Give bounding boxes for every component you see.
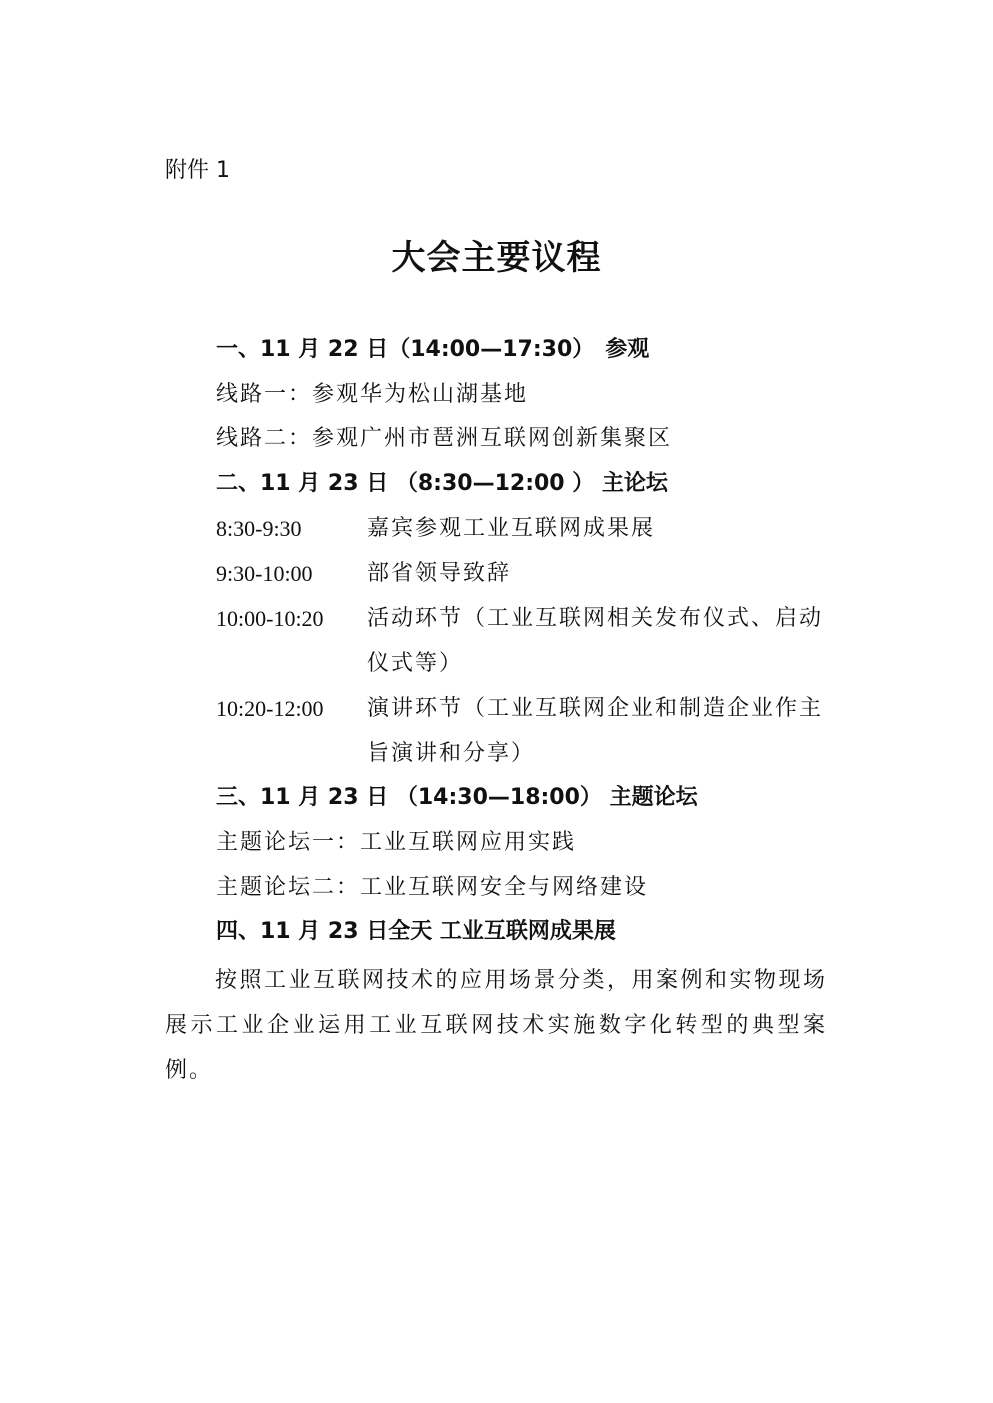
schedule-time-4: 10:20-12:00 [216,696,324,721]
schedule-desc-4: 演讲环节（工业互联网企业和制造企业作主旨演讲和分享） [367,696,824,766]
route-item-1: 线路一：参观华为松山湖基地 [216,382,529,407]
schedule-time-3: 10:00-10:20 [216,606,324,631]
schedule-desc-3: 活动环节（工业互联网相关发布仪式、启动仪式等） [367,606,824,676]
attachment-label: 附件 1 [165,158,230,183]
route-item-2: 线路二：参观广州市琶洲互联网创新集聚区 [216,426,673,451]
schedule-desc-2: 部省领导致辞 [367,561,512,586]
schedule-desc-1: 嘉宾参观工业互联网成果展 [367,516,656,541]
document-title: 大会主要议程 [391,238,602,278]
section-heading-1: 一、11 月 22 日（14:00—17:30） 参观 [216,337,650,362]
section-heading-2: 二、11 月 23 日 （8:30—12:00 ） 主论坛 [216,471,668,496]
schedule-time-1: 8:30-9:30 [216,516,302,541]
forum-item-1: 主题论坛一：工业互联网应用实践 [216,830,577,855]
section-heading-3: 三、11 月 23 日 （14:30—18:00） 主题论坛 [216,785,698,810]
schedule-time-2: 9:30-10:00 [216,561,313,586]
forum-item-2: 主题论坛二：工业互联网安全与网络建设 [216,875,649,900]
exhibition-paragraph: 按照工业互联网技术的应用场景分类，用案例和实物现场展示工业企业运用工业互联网技术实施数字化转型的典型案例。 [165,968,827,1083]
section-heading-4: 四、11 月 23 日全天 工业互联网成果展 [216,919,616,944]
